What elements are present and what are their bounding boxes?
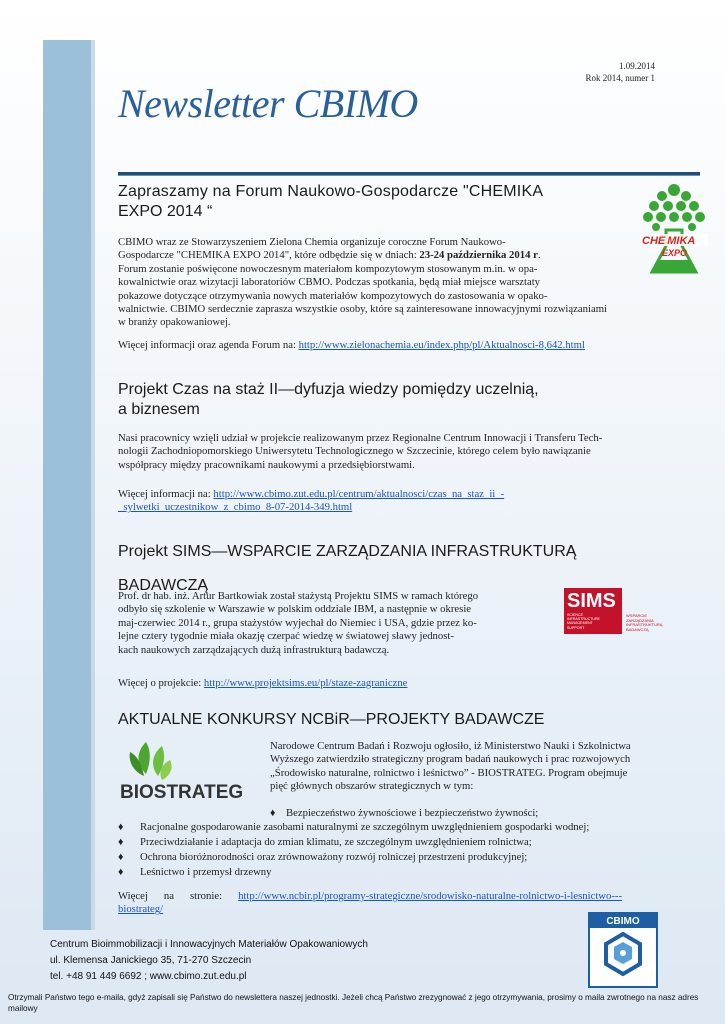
s2-line2: nologii Zachodniopomorskiego Uniwersytetu Technologicznego w Szczecinie, którego celem było nawiązanie	[118, 445, 591, 458]
chemika-expo-logo	[636, 180, 712, 280]
decorative-sidebar	[43, 40, 91, 930]
sims-link[interactable]: http://www.projektsims.eu/pl/staze-zagraniczne	[203, 677, 408, 689]
cbimo-logo	[588, 912, 658, 988]
svg-text:CBIMO: CBIMO	[606, 916, 640, 927]
s2-line1: Nasi pracownicy wzięli udział w projekcie realizowanym przez Regionalne Centrum Innowacji i Transferu Tech-	[118, 432, 603, 444]
section2-heading-line1: Projekt Czas na staż II—dyfuzja wiedzy pomiędzy uczelnią,	[118, 381, 539, 398]
biostrateg-logo	[118, 738, 258, 802]
section3-more-label: Więcej o projekcie:	[118, 677, 204, 689]
s2-line3: współpracy między pracownikami naukowymi a przedsiębiorstwami.	[118, 458, 415, 471]
diamond-bullet-icon: ♦	[118, 821, 124, 833]
section1-more-label: Więcej informacji oraz agenda Forum na:	[118, 339, 299, 351]
section2-heading	[118, 380, 708, 420]
section2-body	[118, 432, 686, 472]
sims-logo-text: SIMS	[567, 590, 616, 612]
sims-logo-sub-en: SCIENCE INFRASTRUCTURE MANAGEMENT SUPPORT	[567, 613, 600, 630]
s3-line5: kach naukowych zarządzających dużą infrastrukturą badawczą.	[118, 643, 390, 656]
diamond-bullet-icon: ♦	[118, 851, 124, 863]
czas-na-staz-link-cont[interactable]: _sylwetki_uczestnikow_z_cbimo_8-07-2014-349.html	[118, 501, 353, 514]
s3-line4: lejne cztery tygodnie miała okazję czerpać wiedzę w światowej sławy jednost-	[118, 630, 454, 643]
newsletter-title: Newsletter CBIMO	[118, 81, 418, 126]
s1-line7: w branży opakowaniowej.	[118, 316, 231, 329]
svg-text:BIOSTRATEG: BIOSTRATEG	[120, 782, 244, 802]
s1-line2: Gospodarcze "CHEMIKA EXPO 2014", które odbędzie się w dniach: 23-24 października 2014 r.	[118, 249, 541, 262]
svg-text:CHEMIKA: CHE MIKA	[642, 235, 696, 247]
s4-line1: Narodowe Centrum Badań i Rozwoju ogłosiło, iż Ministerstwo Nauki i Szkolnictwa	[270, 740, 631, 752]
diamond-bullet-icon: ♦	[118, 866, 124, 878]
section1-body	[118, 236, 618, 330]
section1-more	[118, 339, 708, 352]
bullet-item: ♦ Racjonalne gospodarowanie zasobami naturalnymi ze szczególnym uwzględnieniem gospodarki wodnej;	[118, 821, 590, 833]
section4-body	[270, 740, 686, 794]
footer-contact: tel. +48 91 449 6692 ; www.cbimo.zut.edu.pl	[50, 971, 247, 982]
issue-number: Rok 2014, numer 1	[585, 73, 655, 83]
s3-line2: odbyło się szkolenie w Warszawie w polskim oddziale IBM, a następnie w okresie	[118, 603, 472, 616]
section2-more-label: Więcej informacji na:	[118, 488, 214, 500]
footer-address	[50, 937, 368, 985]
diamond-bullet-icon: ♦	[270, 807, 276, 819]
title-divider-thin	[118, 175, 700, 176]
section3-heading-line1: Projekt SIMS—WSPARCIE ZARZĄDZANIA INFRASTRUKTURĄ	[118, 543, 577, 560]
sims-logo	[564, 588, 674, 640]
chemika-expo-link[interactable]: http://www.zielonachemia.eu/index.php/pl/Aktualnosci-8,642.html	[298, 339, 585, 351]
bullet-item: ♦ Przeciwdziałanie i adaptacja do zmian klimatu, ze szczególnym uwzględnieniem rolnictwa;	[118, 836, 532, 848]
footer-org: Centrum Bioimmobilizacji i Innowacyjnych Materiałów Opakowaniowych	[50, 939, 368, 950]
s4-line2: Wyższego zatwierdziło strategiczny program badań naukowych i prac rozwojowych	[270, 753, 631, 766]
sims-logo-sub-pl: WSPARCIE ZARZĄDZANIA INFRASTRUKTURĄ BADAWCZĄ	[626, 613, 663, 632]
s1-line4: kowalnictwie oraz wizytacji laboratoriów CBMO. Podczas spotkania, będą miał miejsce warsztaty	[118, 276, 541, 289]
event-dates: 23-24 października 2014 r	[419, 249, 538, 262]
s1-line6: walnictwie. CBIMO serdecznie zaprasza wszystkie osoby, które są zainteresowane innowacyjnymi rozwiązaniami	[118, 303, 607, 316]
section1-heading	[118, 182, 618, 222]
footer-street: ul. Klemensa Janickiego 35, 71-270 Szczecin	[50, 955, 252, 966]
s3-line1: Prof. dr hab. inż. Artur Bartkowiak został stażystą Projektu SIMS w ramach którego	[118, 590, 479, 602]
s4-line3: „Środowisko naturalne, rolnictwo i leśnictwo” - BIOSTRATEG. Program obejmuje	[270, 766, 628, 779]
section1-heading-line1: Zapraszamy na Forum Naukowo-Gospodarcze "CHEMIKA	[118, 183, 544, 200]
section3-more	[118, 677, 618, 690]
issue-date: 1.09.2014	[619, 61, 655, 71]
section3-body	[118, 590, 538, 657]
unsubscribe-note: Otrzymali Państwo tego e-maila, gdyż zapisali się Państwo do newslettera naszej jednostki. Jeżeli chcą Państwo zrezygnować z jego otrzymywania, prosimy o maila zwrotnego na nasz adres mailowy	[8, 993, 699, 1013]
section1-heading-line2: EXPO 2014 “	[118, 203, 213, 220]
section4-more-label: Więcej na stronie:	[118, 890, 239, 902]
czas-na-staz-link[interactable]: http://www.cbimo.zut.edu.pl/centrum/aktualnosci/czas_na_staz_ii_-	[213, 488, 505, 500]
s1-line5: pokazowe dotyczące otrzymywania nowych materiałów kompozytowych do zastosowania w opako-	[118, 289, 548, 302]
bullet-item: ♦ Leśnictwo i przemysł drzewny	[118, 866, 272, 878]
s1-line3: Forum zostanie poświęcone nowoczesnym materiałom kompozytowym stosowanym m.in. w opa-	[118, 262, 538, 275]
svg-text:EXPO: EXPO	[662, 248, 688, 258]
section3-heading-line2: BADAWCZĄ	[118, 577, 209, 594]
section2-heading-line2: a biznesem	[118, 401, 200, 418]
biostrateg-link[interactable]: http://www.ncbir.pl/programy-strategiczne/srodowisko-naturalne-rolnictwo-i-lesnictwo---	[238, 890, 623, 902]
issue-info	[586, 60, 656, 84]
s1-line1: CBIMO wraz ze Stowarzyszeniem Zielona Chemia organizuje coroczne Forum Naukowo-	[118, 236, 506, 248]
section2-more	[118, 488, 686, 515]
bullet-item: ♦ Bezpieczeństwo żywnościowe i bezpieczeństwo żywności;	[270, 807, 539, 819]
diamond-bullet-icon: ♦	[118, 836, 124, 848]
s3-line3: maj-czerwiec 2014 r., grupa stażystów wyjechał do Niemiec i USA, gdzie przez ko-	[118, 616, 477, 629]
biostrateg-link-cont[interactable]: biostrateg/	[118, 903, 164, 916]
bullet-item: ♦ Ochrona bioróżnorodności oraz zrównoważony rozwój rolniczej przestrzeni produkcyjnej;	[118, 851, 528, 863]
s4-line4: pięć głównych obszarów strategicznych w tym:	[270, 780, 474, 793]
section4-heading: AKTUALNE KONKURSY NCBiR—PROJEKTY BADAWCZE	[118, 711, 545, 728]
decorative-sidebar-edge	[91, 40, 95, 930]
